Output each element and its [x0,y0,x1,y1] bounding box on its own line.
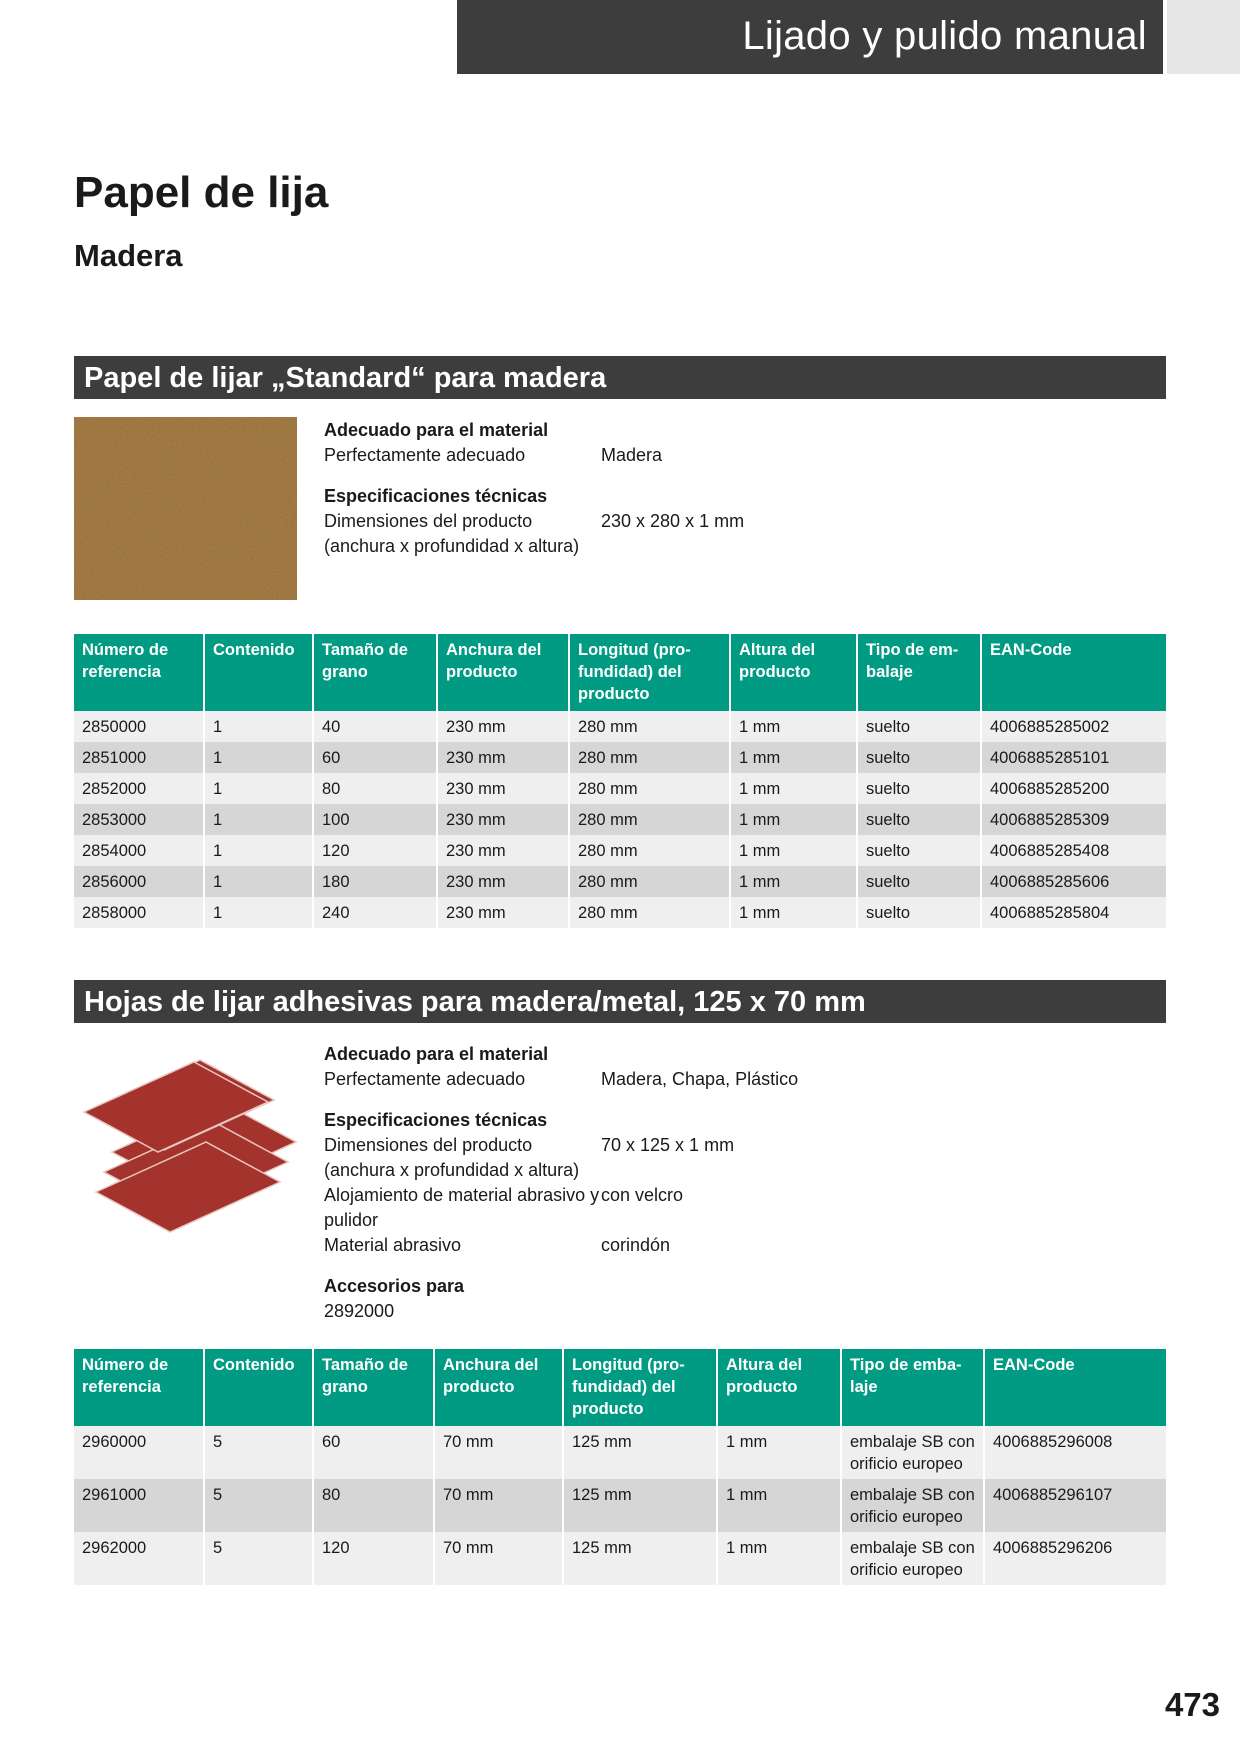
table-cell: 280 mm [569,866,730,897]
table-cell: 280 mm [569,742,730,773]
table-cell: 2960000 [74,1426,204,1479]
column-header: Tamaño de grano [313,1349,434,1426]
spec-label: Material abrasivo [324,1235,462,1255]
table-cell: 1 [204,773,313,804]
table-cell: 1 mm [730,897,857,928]
table-cell: 70 mm [434,1532,563,1585]
section-adhesive-sheets [74,980,1166,1580]
table-cell: 1 [204,897,313,928]
table-cell: suelto [857,866,981,897]
table-cell: 2962000 [74,1532,204,1585]
specs-block [324,1042,798,1324]
accessory-value: 2892000 [324,1301,395,1321]
column-header: Altura del producto [717,1349,841,1426]
table-cell: 100 [313,804,437,835]
table-cell: 4006885285002 [981,711,1166,742]
table-cell: suelto [857,897,981,928]
table-cell: 230 mm [437,773,569,804]
table-cell: 5 [204,1426,313,1479]
table-row [74,773,1166,804]
table-cell: 4006885285804 [981,897,1166,928]
table-cell: suelto [857,773,981,804]
table-cell: 230 mm [437,711,569,742]
column-header: Tamaño de grano [313,634,437,711]
table-row [74,1426,1166,1479]
table-cell: 1 mm [730,711,857,742]
table-row [74,835,1166,866]
page-subtitle: Madera [74,238,183,273]
table-cell: 1 mm [717,1532,841,1585]
column-header: Longitud (pro-fundidad) del producto [569,634,730,711]
table-cell: 70 mm [434,1479,563,1532]
column-header: Número de referencia [74,634,204,711]
table-cell: embalaje SB con orificio europeo [841,1532,984,1585]
table-cell: 125 mm [563,1479,717,1532]
table-cell: 1 [204,835,313,866]
page-number: 473 [1164,1686,1220,1723]
table-cell: 4006885285309 [981,804,1166,835]
spec-value: 70 x 125 x 1 mm [601,1135,735,1155]
table-cell: 80 [313,773,437,804]
table-cell: 1 mm [730,835,857,866]
product-table [74,1349,1166,1585]
specs-block [324,418,744,559]
table-cell: 230 mm [437,866,569,897]
table-cell: 1 [204,866,313,897]
column-header: Altura del producto [730,634,857,711]
table-cell: 1 mm [730,866,857,897]
table-row [74,866,1166,897]
table-row [74,742,1166,773]
table-cell: 125 mm [563,1532,717,1585]
spec-label: Perfectamente adecuado [324,445,526,465]
table-row [74,711,1166,742]
table-cell: 280 mm [569,804,730,835]
table-cell: 80 [313,1479,434,1532]
table-cell: suelto [857,742,981,773]
table-cell: 4006885285101 [981,742,1166,773]
column-header: Anchura del producto [437,634,569,711]
spec-label: Perfectamente adecuado [324,1069,526,1089]
table-cell: 280 mm [569,711,730,742]
table-cell: 60 [313,742,437,773]
table-cell: 2851000 [74,742,204,773]
table-cell: 2854000 [74,835,204,866]
table-cell: 40 [313,711,437,742]
table-header-row [74,1349,1166,1426]
table-row [74,1479,1166,1532]
table-cell: 2853000 [74,804,204,835]
table-cell: 60 [313,1426,434,1479]
table-cell: 1 mm [730,773,857,804]
spec-value: 230 x 280 x 1 mm [601,511,745,531]
table-cell: 5 [204,1532,313,1585]
table-cell: suelto [857,804,981,835]
section-title: Papel de lijar „Standard“ para madera [74,356,1166,399]
spec-group-title: Accesorios para [324,1276,465,1296]
table-cell: 125 mm [563,1426,717,1479]
table-cell: 1 mm [717,1479,841,1532]
table-cell: 2856000 [74,866,204,897]
table-cell: 1 [204,711,313,742]
column-header: Contenido [204,634,313,711]
table-cell: suelto [857,711,981,742]
column-header: EAN-Code [984,1349,1166,1426]
spec-value: corindón [601,1235,671,1255]
spec-value: con velcro [601,1185,684,1205]
table-cell: 1 mm [730,804,857,835]
column-header: Longitud (pro-fundidad) del producto [563,1349,717,1426]
spec-row [324,1183,798,1233]
table-cell: 1 [204,742,313,773]
table-cell: 4006885296008 [984,1426,1166,1479]
header-tab [1167,0,1240,74]
spec-group-title: Adecuado para el material [324,1044,549,1064]
table-cell: 230 mm [437,835,569,866]
spec-row [324,443,744,468]
table-cell: 230 mm [437,897,569,928]
adhesive-sheets-stack-image [74,1042,304,1242]
table-cell: 2858000 [74,897,204,928]
table-cell: 2850000 [74,711,204,742]
table-row [74,1532,1166,1585]
table-header-row [74,634,1166,711]
table-cell: 240 [313,897,437,928]
page-title: Papel de lija [74,168,329,217]
table-cell: 180 [313,866,437,897]
table-cell: 5 [204,1479,313,1532]
spec-group-title: Especificaciones técnicas [324,486,548,506]
header-title: Lijado y pulido manual [742,14,1147,58]
spec-label: Alojamiento de material abrasivo y pulidor [324,1185,600,1230]
table-cell: embalaje SB con orificio europeo [841,1479,984,1532]
table-cell: suelto [857,835,981,866]
table-row [74,897,1166,928]
column-header: Tipo de em-balaje [857,634,981,711]
table-cell: 1 mm [730,742,857,773]
section-title: Hojas de lijar adhesivas para madera/metal, 125 x 70 mm [74,980,1166,1023]
table-cell: 120 [313,1532,434,1585]
table-cell: 2852000 [74,773,204,804]
spec-group-title: Adecuado para el material [324,420,549,440]
table-cell: 70 mm [434,1426,563,1479]
table-cell: 120 [313,835,437,866]
section-standard-sandpaper [74,356,1166,922]
table-cell: 1 mm [717,1426,841,1479]
spec-group-title: Especificaciones técnicas [324,1110,548,1130]
table-cell: 1 [204,804,313,835]
spec-row [324,1133,798,1183]
product-table [74,634,1166,928]
table-cell: 4006885285408 [981,835,1166,866]
header-bar [457,0,1163,74]
column-header: Tipo de emba-laje [841,1349,984,1426]
table-cell: 280 mm [569,835,730,866]
spec-row [324,1233,798,1258]
spec-value: Madera [601,445,663,465]
table-cell: 2961000 [74,1479,204,1532]
column-header: Anchura del producto [434,1349,563,1426]
column-header: Número de referencia [74,1349,204,1426]
table-cell: 4006885296206 [984,1532,1166,1585]
spec-label: Dimensiones del producto (anchura x profundidad x altura) [324,511,580,556]
table-cell: 280 mm [569,897,730,928]
table-cell: 280 mm [569,773,730,804]
table-cell: 4006885285606 [981,866,1166,897]
spec-row [324,1067,798,1092]
table-cell: 230 mm [437,804,569,835]
spec-row [324,509,744,559]
column-header: EAN-Code [981,634,1166,711]
spec-value: Madera, Chapa, Plástico [601,1069,799,1089]
table-cell: 230 mm [437,742,569,773]
column-header: Contenido [204,1349,313,1426]
table-cell: 4006885285200 [981,773,1166,804]
table-row [74,804,1166,835]
spec-label: Dimensiones del producto (anchura x profundidad x altura) [324,1135,580,1180]
table-cell: embalaje SB con orificio europeo [841,1426,984,1479]
sandpaper-sheet-image [74,417,297,600]
table-cell: 4006885296107 [984,1479,1166,1532]
